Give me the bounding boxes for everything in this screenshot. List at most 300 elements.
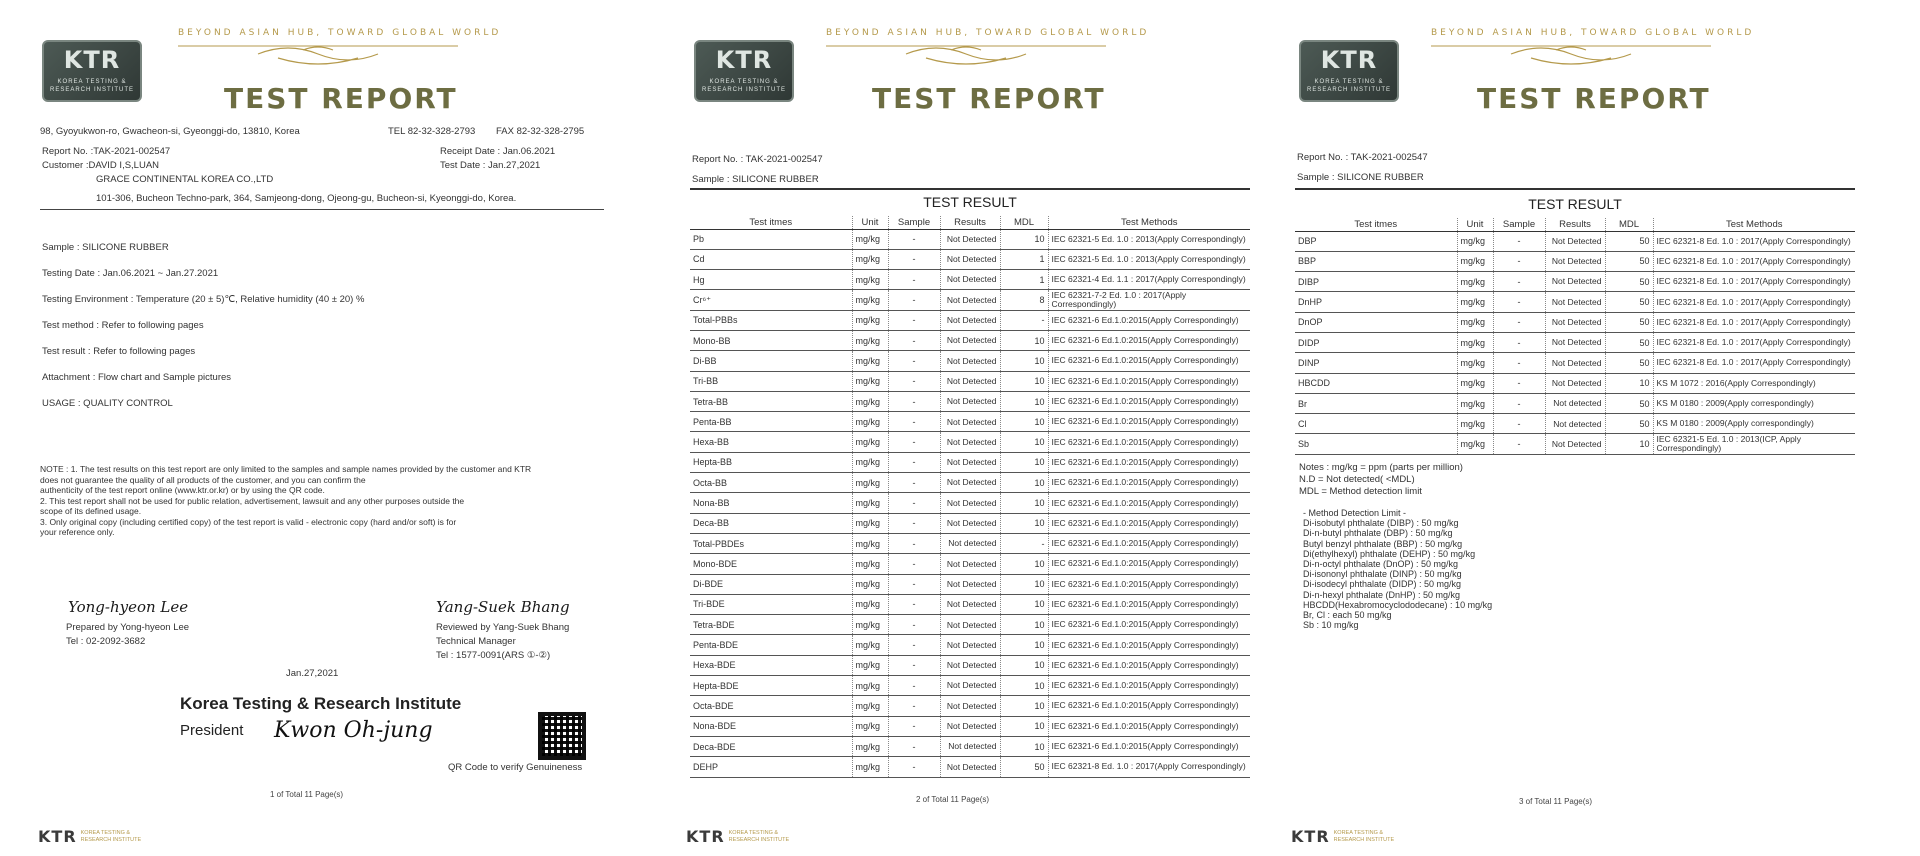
result-cell: Not detected [1545, 414, 1605, 434]
test-item-cell: Octa-BDE [690, 696, 852, 716]
method-cell: KS M 0180 : 2009(Apply correspondingly) [1653, 393, 1855, 413]
test-result-title: TEST RESULT [923, 194, 1017, 210]
table-row [690, 594, 1250, 614]
mdl-cell: 50 [1000, 757, 1048, 777]
sample-cell: - [888, 249, 940, 269]
mdl-cell: 10 [1000, 615, 1048, 635]
page-number: 1 of Total 11 Page(s) [270, 790, 344, 799]
receipt-date: Receipt Date : Jan.06.2021 [440, 146, 556, 157]
result-cell: Not Detected [940, 696, 1000, 716]
unit-cell: mg/kg [852, 290, 888, 310]
report-page-1 [28, 0, 622, 856]
test-result-line: Test result : Refer to following pages [42, 346, 196, 357]
table-row [690, 310, 1250, 330]
test-item-cell: Penta-BB [690, 412, 852, 432]
table-row [690, 270, 1250, 290]
column-header: Sample [888, 216, 940, 229]
footer-logo: KTR KOREA TESTING & RESEARCH INSTITUTE [1291, 827, 1395, 846]
method-cell: IEC 62321-5 Ed. 1.0 : 2013(ICP, Apply Correspondingly) [1653, 434, 1855, 454]
table-row [690, 757, 1250, 777]
mdl-cell: 10 [1000, 513, 1048, 533]
method-detection-limits: - Method Detection Limit - Di-isobutyl phthalate (DIBP) : 50 mg/kg Di-n-butyl phthalate (DBP) : 50 mg/kg Butyl benzyl phthalate (BBP) : 50 mg/kg Di(ethylhexyl) phthalate (DEHP) : 50 mg/kg Di-n-octyl phthalate (DnOP) : 50 mg/kg Di-isononyl phthalate (DINP) : 50 mg/kg Di-isodecyl phthalate (DIDP) : 50 mg/kg Di-n-hexyl phthalate (DnHP) : 50 mg/kg HBCDD(Hexabromocyclododecane) : 10 mg/kg Br, Cl : each 50 mg/kg Sb : 10 mg/kg [1303, 508, 1493, 631]
page-title: TEST REPORT [224, 82, 458, 115]
ornament-swash-icon [178, 40, 458, 70]
column-header: Test Methods [1048, 216, 1250, 229]
result-cell: Not Detected [940, 716, 1000, 736]
table-row [1295, 332, 1855, 352]
sample-cell: - [888, 229, 940, 249]
sample-cell: - [888, 290, 940, 310]
mdl-cell: 50 [1605, 231, 1653, 251]
sample-cell: - [1493, 332, 1545, 352]
sample-cell: - [888, 270, 940, 290]
test-item-cell: Hg [690, 270, 852, 290]
test-item-cell: Hexa-BDE [690, 655, 852, 675]
reviewer-signature: Yang-Suek Bhang [436, 598, 570, 616]
column-header: Unit [1457, 218, 1493, 231]
ornament-swash-icon [1431, 40, 1711, 70]
table-header-row [690, 216, 1250, 229]
test-item-cell: Deca-BB [690, 513, 852, 533]
mdl-cell: 50 [1605, 414, 1653, 434]
table-row [1295, 272, 1855, 292]
method-cell: IEC 62321-6 Ed.1.0:2015(Apply Correspondingly) [1048, 310, 1250, 330]
test-item-cell: Cl [1295, 414, 1457, 434]
mdl-cell: 10 [1000, 716, 1048, 736]
mdl-cell: 10 [1605, 434, 1653, 454]
reviewer-tel: Tel : 1577-0091(ARS ①-②) [436, 650, 551, 661]
unit-cell: mg/kg [1457, 373, 1493, 393]
table-row [690, 493, 1250, 513]
test-item-cell: Cd [690, 249, 852, 269]
unit-cell: mg/kg [852, 391, 888, 411]
mdl-cell: 10 [1000, 736, 1048, 756]
president-label: President [180, 722, 244, 739]
result-cell: Not Detected [940, 554, 1000, 574]
sample-cell: - [888, 533, 940, 553]
method-cell: IEC 62321-6 Ed.1.0:2015(Apply Correspondingly) [1048, 676, 1250, 696]
report-page-3 [1283, 0, 1871, 856]
page-number: 2 of Total 11 Page(s) [916, 795, 990, 804]
method-cell: IEC 62321-5 Ed. 1.0 : 2013(Apply Correspondingly) [1048, 229, 1250, 249]
president-signature: Kwon Oh-jung [274, 718, 433, 743]
unit-cell: mg/kg [852, 310, 888, 330]
mdl-cell: 10 [1000, 676, 1048, 696]
test-item-cell: Tetra-BB [690, 391, 852, 411]
method-cell: IEC 62321-8 Ed. 1.0 : 2017(Apply Correspondingly) [1653, 312, 1855, 332]
method-cell: IEC 62321-6 Ed.1.0:2015(Apply Correspondingly) [1048, 473, 1250, 493]
table-row [690, 574, 1250, 594]
table-row [1295, 373, 1855, 393]
test-item-cell: Di-BDE [690, 574, 852, 594]
test-item-cell: DnOP [1295, 312, 1457, 332]
sample-cell: - [888, 452, 940, 472]
result-cell: Not Detected [940, 655, 1000, 675]
mdl-cell: 8 [1000, 290, 1048, 310]
unit-cell: mg/kg [852, 351, 888, 371]
sample-cell: - [888, 432, 940, 452]
mdl-cell: - [1000, 310, 1048, 330]
table-row [690, 229, 1250, 249]
institute-address: 98, Gyoyukwon-ro, Gwacheon-si, Gyeonggi-do, 13810, Korea [40, 126, 300, 137]
test-item-cell: Deca-BDE [690, 736, 852, 756]
test-item-cell: DINP [1295, 353, 1457, 373]
unit-cell: mg/kg [1457, 332, 1493, 352]
method-cell: IEC 62321-7-2 Ed. 1.0 : 2017(Apply Correspondingly) [1048, 290, 1250, 310]
method-cell: IEC 62321-6 Ed.1.0:2015(Apply Correspondingly) [1048, 716, 1250, 736]
qr-code-icon[interactable] [538, 712, 586, 760]
unit-cell: mg/kg [852, 270, 888, 290]
unit-cell: mg/kg [852, 229, 888, 249]
method-cell: IEC 62321-8 Ed. 1.0 : 2017(Apply Correspondingly) [1653, 292, 1855, 312]
qr-caption: QR Code to verify Genuineness [448, 762, 583, 773]
report-notes: NOTE : 1. The test results on this test report are only limited to the samples and sample names provided by the customer and KTR does not guarantee the quality of all products of the customer, and you can confirm the authenticity of the test report online (www.ktr.or.kr) or by using the QR code. 2. This test report shall not be used for public relation, advertisement, lawsuit and any other purposes outside the scope of its defined usage. 3. Only original copy (including certified copy) of the test report is valid - electronic copy (hard and/or soft) is for your reference only. [40, 464, 532, 537]
sample-cell: - [888, 574, 940, 594]
footer-logo: KTR KOREA TESTING & RESEARCH INSTITUTE [686, 827, 790, 846]
ktr-logo: KTR KOREA TESTING & RESEARCH INSTITUTE [42, 40, 142, 102]
method-cell: KS M 1072 : 2016(Apply Correspondingly) [1653, 373, 1855, 393]
ornament-swash-icon [826, 40, 1106, 70]
table-row [1295, 251, 1855, 271]
customer-name: Customer :DAVID I,S,LUAN [42, 160, 160, 171]
test-item-cell: Total-PBBs [690, 310, 852, 330]
unit-cell: mg/kg [852, 533, 888, 553]
testing-environment-line: Testing Environment : Temperature (20 ± 5)℃, Relative humidity (40 ± 20) % [42, 294, 365, 305]
mdl-cell: - [1000, 533, 1048, 553]
sample-cell: - [888, 513, 940, 533]
sample-cell: - [888, 615, 940, 635]
method-cell: IEC 62321-6 Ed.1.0:2015(Apply Correspondingly) [1048, 594, 1250, 614]
page-title: TEST REPORT [872, 82, 1106, 115]
sample-cell: - [888, 716, 940, 736]
result-cell: Not Detected [940, 412, 1000, 432]
table-row [1295, 231, 1855, 251]
test-item-cell: Pb [690, 229, 852, 249]
sample-cell: - [1493, 434, 1545, 454]
test-item-cell: DnHP [1295, 292, 1457, 312]
unit-cell: mg/kg [852, 473, 888, 493]
prepared-by: Prepared by Yong-hyeon Lee [66, 622, 190, 633]
unit-cell: mg/kg [852, 574, 888, 594]
test-result-title: TEST RESULT [1528, 196, 1622, 212]
result-cell: Not Detected [1545, 272, 1605, 292]
sample-cell: - [888, 412, 940, 432]
test-item-cell: Br [1295, 393, 1457, 413]
result-cell: Not Detected [1545, 434, 1605, 454]
mdl-cell: 50 [1605, 272, 1653, 292]
method-cell: IEC 62321-5 Ed. 1.0 : 2013(Apply Correspondingly) [1048, 249, 1250, 269]
method-cell: IEC 62321-6 Ed.1.0:2015(Apply Correspondingly) [1048, 371, 1250, 391]
column-header: Results [940, 216, 1000, 229]
method-cell: IEC 62321-6 Ed.1.0:2015(Apply Correspondingly) [1048, 493, 1250, 513]
unit-cell: mg/kg [1457, 393, 1493, 413]
mdl-cell: 10 [1000, 371, 1048, 391]
unit-cell: mg/kg [1457, 231, 1493, 251]
result-cell: Not Detected [940, 330, 1000, 350]
sample-cell: - [1493, 292, 1545, 312]
mdl-cell: 10 [1000, 493, 1048, 513]
test-item-cell: Hepta-BB [690, 452, 852, 472]
result-cell: Not Detected [940, 249, 1000, 269]
mdl-cell: 10 [1000, 351, 1048, 371]
test-item-cell: Hexa-BB [690, 432, 852, 452]
table-row [690, 290, 1250, 310]
sample-cell: - [1493, 312, 1545, 332]
sample-cell: - [1493, 231, 1545, 251]
table-row [690, 351, 1250, 371]
table-row [1295, 292, 1855, 312]
table-row [690, 412, 1250, 432]
method-cell: IEC 62321-6 Ed.1.0:2015(Apply Correspondingly) [1048, 574, 1250, 594]
column-header: MDL [1000, 216, 1048, 229]
table-top-rule [1295, 188, 1855, 190]
test-item-cell: Sb [1295, 434, 1457, 454]
page-title: TEST REPORT [1477, 82, 1711, 115]
result-cell: Not Detected [940, 513, 1000, 533]
report-number: Report No. : TAK-2021-002547 [692, 154, 823, 165]
sample-cell: - [888, 696, 940, 716]
unit-cell: mg/kg [852, 493, 888, 513]
table-top-rule [690, 188, 1250, 190]
unit-cell: mg/kg [852, 655, 888, 675]
method-cell: IEC 62321-8 Ed. 1.0 : 2017(Apply Correspondingly) [1653, 353, 1855, 373]
preparer-tel: Tel : 02-2092-3682 [66, 636, 146, 647]
table-row [690, 249, 1250, 269]
sample-line: Sample : SILICONE RUBBER [42, 242, 169, 253]
table-row [1295, 434, 1855, 454]
mdl-cell: 1 [1000, 249, 1048, 269]
mdl-cell: 10 [1000, 635, 1048, 655]
method-cell: IEC 62321-6 Ed.1.0:2015(Apply Correspondingly) [1048, 696, 1250, 716]
unit-cell: mg/kg [852, 513, 888, 533]
method-cell: IEC 62321-6 Ed.1.0:2015(Apply Correspondingly) [1048, 736, 1250, 756]
unit-cell: mg/kg [852, 554, 888, 574]
sample-cell: - [1493, 272, 1545, 292]
result-cell: Not Detected [940, 594, 1000, 614]
mdl-cell: 50 [1605, 353, 1653, 373]
method-cell: IEC 62321-6 Ed.1.0:2015(Apply Correspondingly) [1048, 533, 1250, 553]
unit-cell: mg/kg [1457, 414, 1493, 434]
result-cell: Not Detected [940, 351, 1000, 371]
column-header: Test itmes [690, 216, 852, 229]
table-row [690, 452, 1250, 472]
method-cell: IEC 62321-6 Ed.1.0:2015(Apply Correspondingly) [1048, 351, 1250, 371]
unit-cell: mg/kg [852, 432, 888, 452]
result-cell: Not detected [1545, 393, 1605, 413]
unit-cell: mg/kg [1457, 292, 1493, 312]
table-row [1295, 393, 1855, 413]
sample-cell: - [888, 676, 940, 696]
test-item-cell: Total-PBDEs [690, 533, 852, 553]
unit-cell: mg/kg [1457, 272, 1493, 292]
table-row [690, 655, 1250, 675]
reviewed-by: Reviewed by Yang-Suek Bhang [436, 622, 570, 633]
result-cell: Not Detected [940, 229, 1000, 249]
mdl-cell: 10 [1000, 655, 1048, 675]
report-page-2 [678, 0, 1266, 856]
method-cell: IEC 62321-8 Ed. 1.0 : 2017(Apply Correspondingly) [1653, 251, 1855, 271]
reviewer-title: Technical Manager [436, 636, 516, 647]
sample-cell: - [1493, 353, 1545, 373]
customer-company: GRACE CONTINENTAL KOREA CO.,LTD [96, 174, 274, 185]
test-item-cell: Tri-BB [690, 371, 852, 391]
test-item-cell: BBP [1295, 251, 1457, 271]
result-cell: Not Detected [940, 757, 1000, 777]
table-row [690, 330, 1250, 350]
mdl-cell: 1 [1000, 270, 1048, 290]
testing-date-line: Testing Date : Jan.06.2021 ~ Jan.27.2021 [42, 268, 219, 279]
table-row [690, 736, 1250, 756]
sample-cell: - [888, 391, 940, 411]
result-cell: Not Detected [1545, 292, 1605, 312]
test-date: Test Date : Jan.27,2021 [440, 160, 541, 171]
method-cell: IEC 62321-6 Ed.1.0:2015(Apply Correspondingly) [1048, 452, 1250, 472]
table-row [690, 473, 1250, 493]
mdl-cell: 50 [1605, 312, 1653, 332]
mdl-cell: 10 [1605, 373, 1653, 393]
unit-cell: mg/kg [852, 635, 888, 655]
usage-line: USAGE : QUALITY CONTROL [42, 398, 173, 409]
result-cell: Not Detected [1545, 231, 1605, 251]
test-item-cell: Penta-BDE [690, 635, 852, 655]
sample-cell: - [888, 757, 940, 777]
mdl-cell: 10 [1000, 554, 1048, 574]
sample-cell: - [888, 554, 940, 574]
column-header: Test Methods [1653, 218, 1855, 231]
method-cell: IEC 62321-6 Ed.1.0:2015(Apply Correspondingly) [1048, 330, 1250, 350]
method-cell: IEC 62321-8 Ed. 1.0 : 2017(Apply Correspondingly) [1653, 231, 1855, 251]
mdl-cell: 10 [1000, 330, 1048, 350]
test-item-cell: Octa-BB [690, 473, 852, 493]
mdl-cell: 10 [1000, 696, 1048, 716]
sample-cell: - [888, 371, 940, 391]
institute-tel: TEL 82-32-328-2793 [388, 126, 476, 137]
method-cell: IEC 62321-8 Ed. 1.0 : 2017(Apply Correspondingly) [1653, 332, 1855, 352]
unit-cell: mg/kg [852, 330, 888, 350]
issue-date: Jan.27,2021 [286, 668, 339, 679]
unit-cell: mg/kg [852, 594, 888, 614]
table-row [1295, 353, 1855, 373]
unit-cell: mg/kg [1457, 434, 1493, 454]
table-row [690, 391, 1250, 411]
method-cell: IEC 62321-6 Ed.1.0:2015(Apply Correspondingly) [1048, 615, 1250, 635]
result-cell: Not Detected [940, 473, 1000, 493]
table-row [690, 432, 1250, 452]
page-number: 3 of Total 11 Page(s) [1519, 797, 1593, 806]
unit-cell: mg/kg [852, 249, 888, 269]
result-cell: Not Detected [940, 371, 1000, 391]
table-row [690, 554, 1250, 574]
test-result-table [690, 216, 1250, 778]
test-method-line: Test method : Refer to following pages [42, 320, 204, 331]
test-item-cell: DBP [1295, 231, 1457, 251]
result-cell: Not detected [940, 533, 1000, 553]
table-header-row [1295, 218, 1855, 231]
footer-logo: KTR KOREA TESTING & RESEARCH INSTITUTE [38, 827, 142, 846]
unit-cell: mg/kg [852, 676, 888, 696]
method-cell: IEC 62321-8 Ed. 1.0 : 2017(Apply Correspondingly) [1048, 757, 1250, 777]
mdl-cell: 10 [1000, 473, 1048, 493]
table-row [690, 615, 1250, 635]
result-cell: Not Detected [940, 290, 1000, 310]
sample-line: Sample : SILICONE RUBBER [692, 174, 819, 185]
table-row [1295, 414, 1855, 434]
method-cell: KS M 0180 : 2009(Apply correspondingly) [1653, 414, 1855, 434]
ktr-logo: KTR KOREA TESTING & RESEARCH INSTITUTE [1299, 40, 1399, 102]
unit-cell: mg/kg [852, 716, 888, 736]
mdl-cell: 10 [1000, 432, 1048, 452]
ktr-logo: KTR KOREA TESTING & RESEARCH INSTITUTE [694, 40, 794, 102]
test-item-cell: Cr⁶⁺ [690, 290, 852, 310]
report-number: Report No. :TAK-2021-002547 [42, 146, 171, 157]
result-cell: Not Detected [940, 452, 1000, 472]
sample-cell: - [888, 635, 940, 655]
result-cell: Not Detected [1545, 312, 1605, 332]
sample-cell: - [1493, 393, 1545, 413]
mdl-cell: 10 [1000, 412, 1048, 432]
unit-cell: mg/kg [852, 696, 888, 716]
report-number: Report No. : TAK-2021-002547 [1297, 152, 1428, 163]
method-cell: IEC 62321-4 Ed. 1.1 : 2017(Apply Correspondingly) [1048, 270, 1250, 290]
test-item-cell: DIDP [1295, 332, 1457, 352]
test-item-cell: DEHP [690, 757, 852, 777]
test-item-cell: Hepta-BDE [690, 676, 852, 696]
test-item-cell: Di-BB [690, 351, 852, 371]
result-cell: Not Detected [940, 391, 1000, 411]
unit-cell: mg/kg [1457, 312, 1493, 332]
result-cell: Not Detected [940, 615, 1000, 635]
mdl-cell: 50 [1605, 292, 1653, 312]
test-item-cell: Mono-BDE [690, 554, 852, 574]
preparer-signature: Yong-hyeon Lee [68, 598, 189, 616]
mdl-cell: 10 [1000, 391, 1048, 411]
slogan: BEYOND ASIAN HUB, TOWARD GLOBAL WORLD [1431, 28, 1755, 38]
result-cell: Not Detected [940, 676, 1000, 696]
result-cell: Not Detected [940, 432, 1000, 452]
divider [40, 209, 604, 210]
sample-cell: - [1493, 251, 1545, 271]
method-cell: IEC 62321-8 Ed. 1.0 : 2017(Apply Correspondingly) [1653, 272, 1855, 292]
mdl-cell: 50 [1605, 332, 1653, 352]
mdl-cell: 10 [1000, 594, 1048, 614]
unit-cell: mg/kg [852, 371, 888, 391]
institute-name: Korea Testing & Research Institute [180, 694, 462, 713]
result-cell: Not Detected [940, 635, 1000, 655]
mdl-cell: 50 [1605, 251, 1653, 271]
sample-cell: - [888, 473, 940, 493]
sample-cell: - [888, 310, 940, 330]
test-result-table [1295, 218, 1855, 455]
slogan: BEYOND ASIAN HUB, TOWARD GLOBAL WORLD [178, 28, 502, 38]
result-cell: Not Detected [940, 493, 1000, 513]
test-item-cell: HBCDD [1295, 373, 1457, 393]
test-item-cell: Tri-BDE [690, 594, 852, 614]
test-item-cell: Mono-BB [690, 330, 852, 350]
table-row [1295, 312, 1855, 332]
test-item-cell: Tetra-BDE [690, 615, 852, 635]
sample-cell: - [888, 736, 940, 756]
unit-cell: mg/kg [852, 757, 888, 777]
mdl-cell: 10 [1000, 229, 1048, 249]
attachment-line: Attachment : Flow chart and Sample pictures [42, 372, 232, 383]
mdl-cell: 10 [1000, 452, 1048, 472]
sample-cell: - [888, 330, 940, 350]
test-item-cell: DIBP [1295, 272, 1457, 292]
result-cell: Not Detected [1545, 332, 1605, 352]
method-cell: IEC 62321-6 Ed.1.0:2015(Apply Correspondingly) [1048, 432, 1250, 452]
table-row [690, 635, 1250, 655]
result-cell: Not detected [940, 736, 1000, 756]
